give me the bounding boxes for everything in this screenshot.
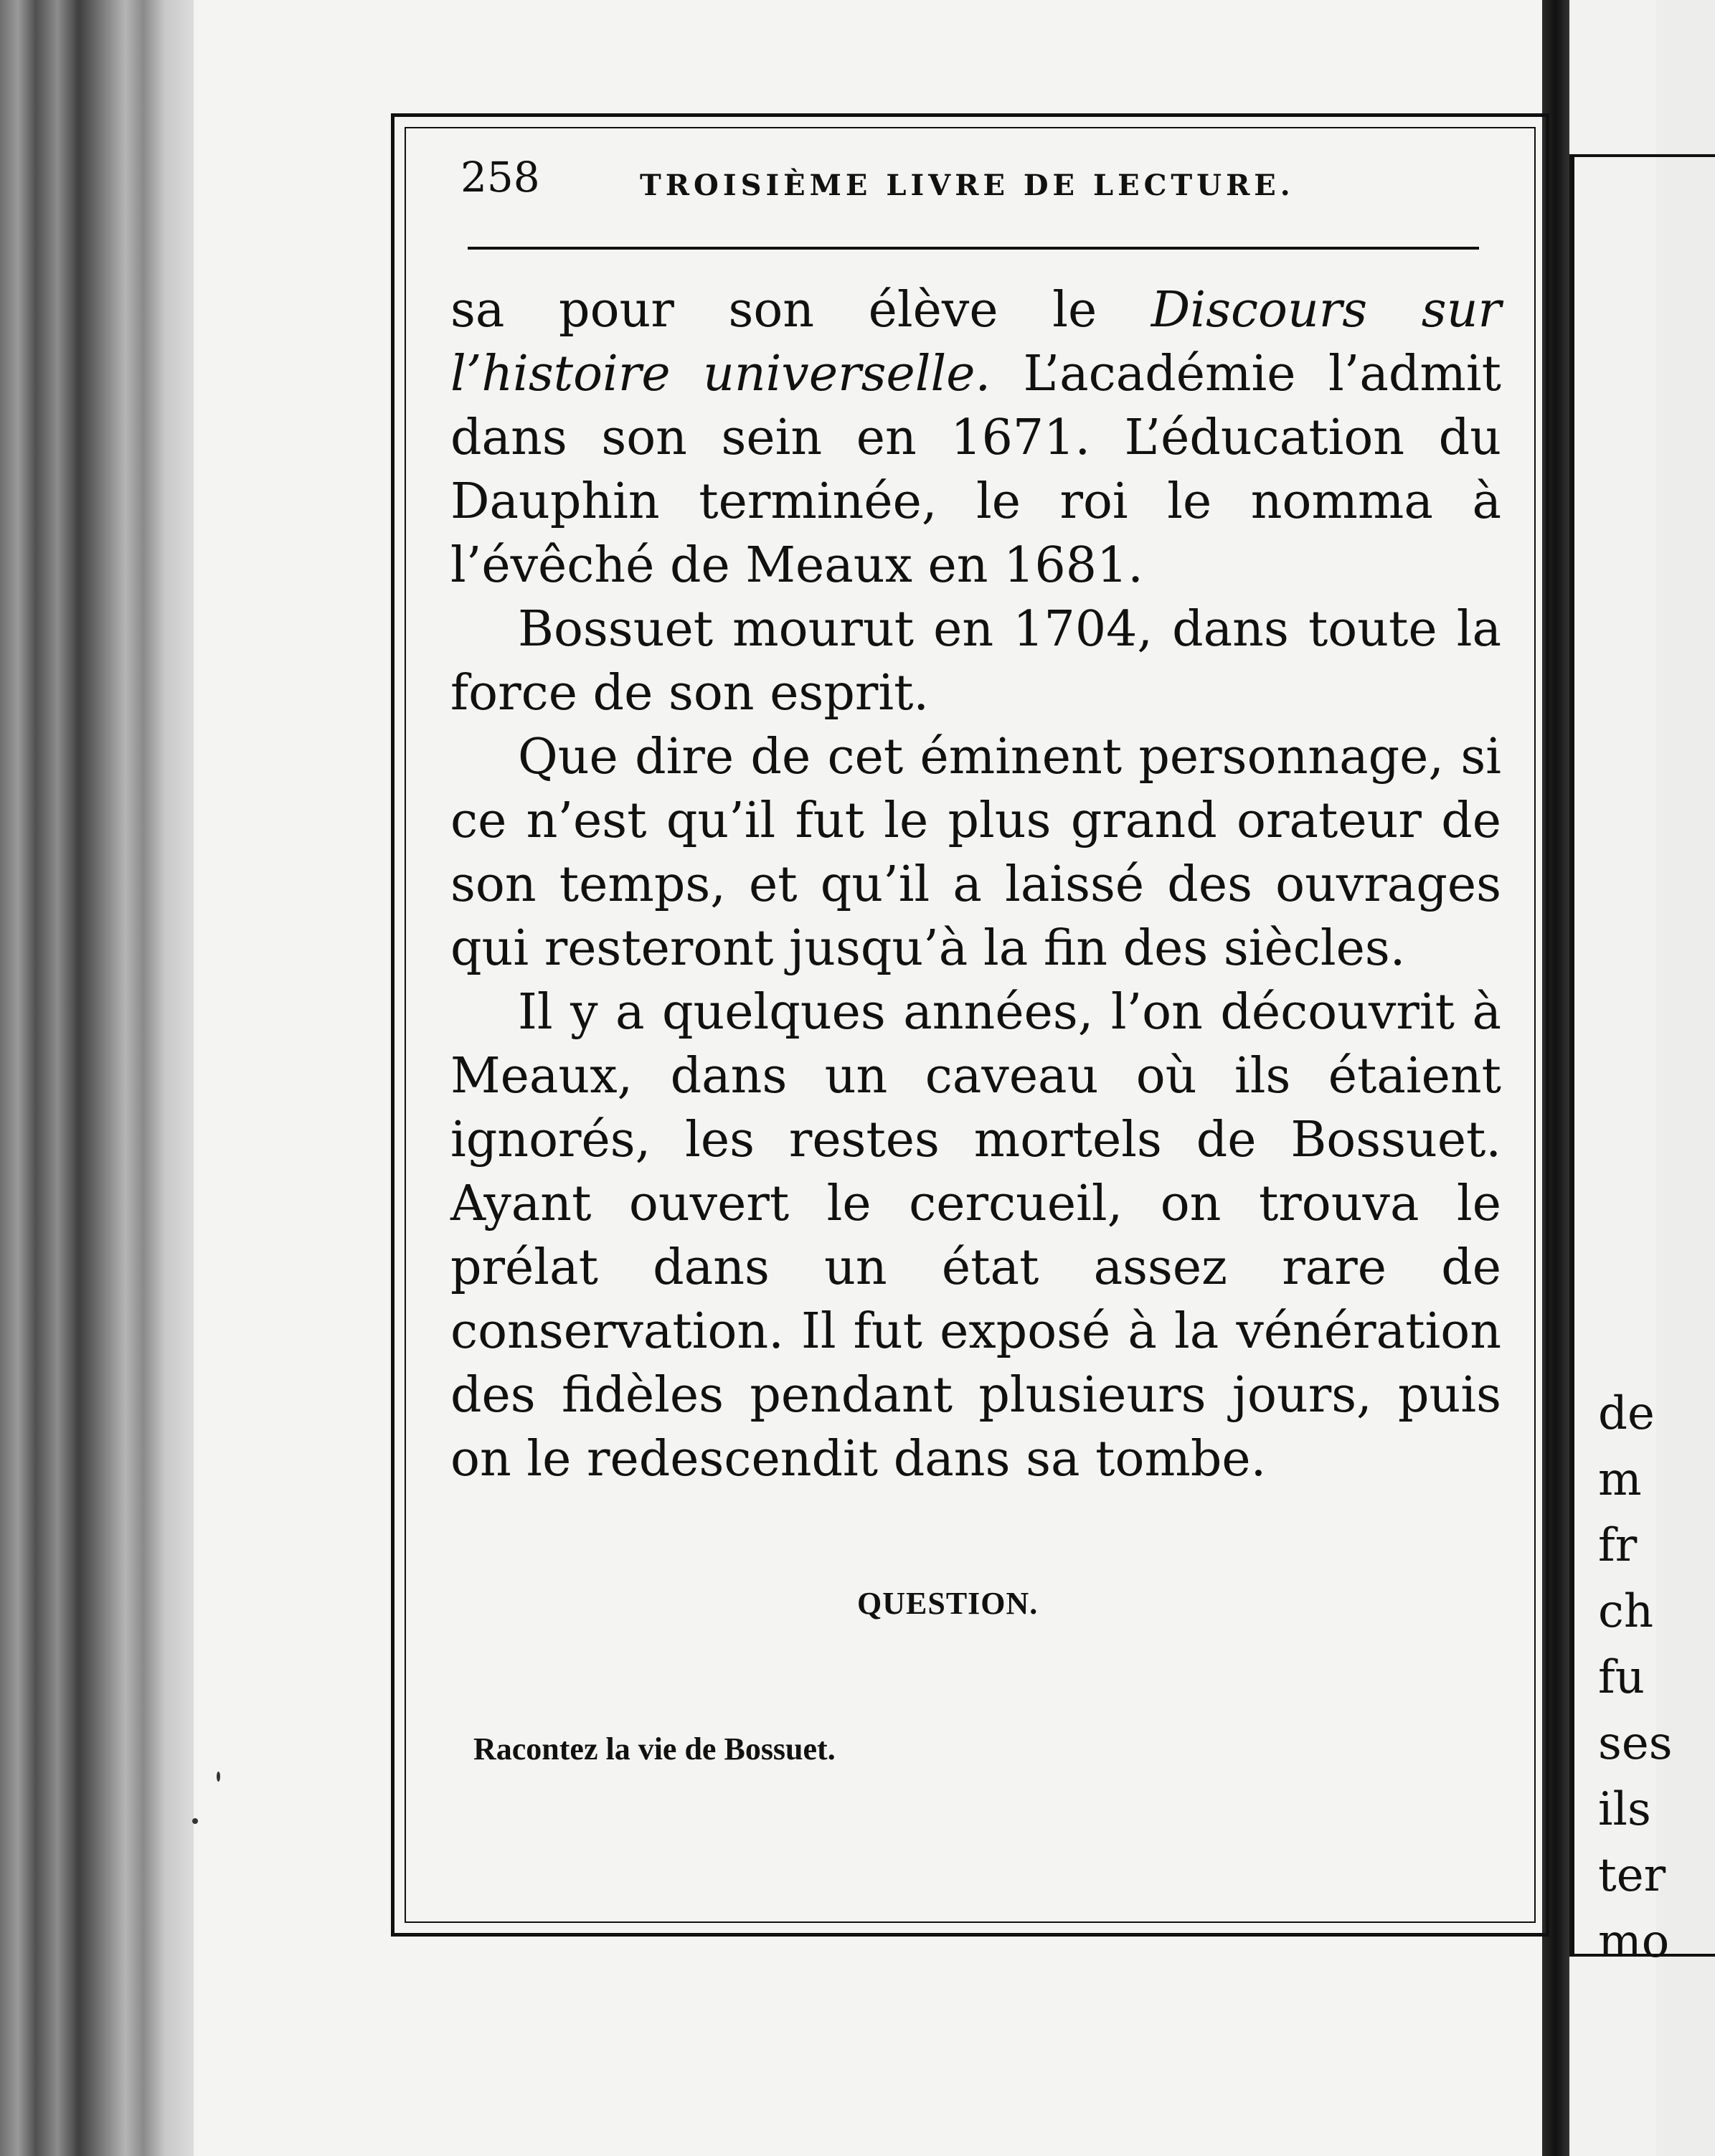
right-line: m — [1598, 1453, 1642, 1506]
paragraph: Il y a quelques années, l’on découvrit à Meaux, dans un caveau où ils étaient ignorés, les restes mortels de Bossuet. Ayant ouvert le cercueil, on trouva le prélat dans un état assez rare de conservation. Il fut exposé à la vénération des fidèles pendant plusieurs jours, puis on le redescendit dans sa tombe. — [450, 984, 1501, 1488]
paper-speck — [217, 1772, 220, 1782]
book-title: Discours sur l’histoire universelle. — [450, 282, 1501, 402]
right-page-fragment — [1569, 0, 1673, 2156]
right-line: fu — [1598, 1651, 1645, 1704]
right-line: de — [1598, 1387, 1655, 1440]
page-number: 258 — [460, 153, 540, 202]
paragraph: Bossuet mourut en 1704, dans toute la force de son esprit. — [450, 601, 1501, 722]
paragraph: Que dire de cet éminent personnage, si ce n’est qu’il fut le plus grand orateur de son temps, et qu’il a laissé des ouvrages qui resteront jusqu’à la fin des siècles. — [450, 729, 1501, 977]
paragraph-text: L’académie l’admit dans son sein en 1671. L’éducation du Dauphin terminée, le roi le nomma à l’évêché de Meaux en 1681. — [450, 346, 1501, 594]
paper-speck — [192, 1818, 198, 1824]
question-text: Racontez la vie de Bossuet. — [473, 1731, 836, 1767]
header-rule — [468, 247, 1479, 250]
right-line: ses — [1598, 1717, 1673, 1770]
right-line: ch — [1598, 1585, 1654, 1638]
paragraph-text: sa pour son élève le — [450, 282, 1151, 339]
right-line: fr — [1598, 1519, 1638, 1572]
book-page-edges — [0, 0, 194, 2156]
right-line: mo — [1598, 1915, 1670, 1968]
right-line: ils — [1598, 1783, 1651, 1836]
right-page-text — [1598, 1381, 1673, 1975]
question-heading: QUESTION. — [857, 1586, 1039, 1621]
running-header — [460, 149, 1479, 214]
running-title: TROISIÈME LIVRE DE LECTURE. — [640, 169, 1295, 202]
paragraph — [450, 278, 1501, 597]
right-line: ter — [1598, 1849, 1666, 1902]
body-text — [450, 278, 1501, 1491]
